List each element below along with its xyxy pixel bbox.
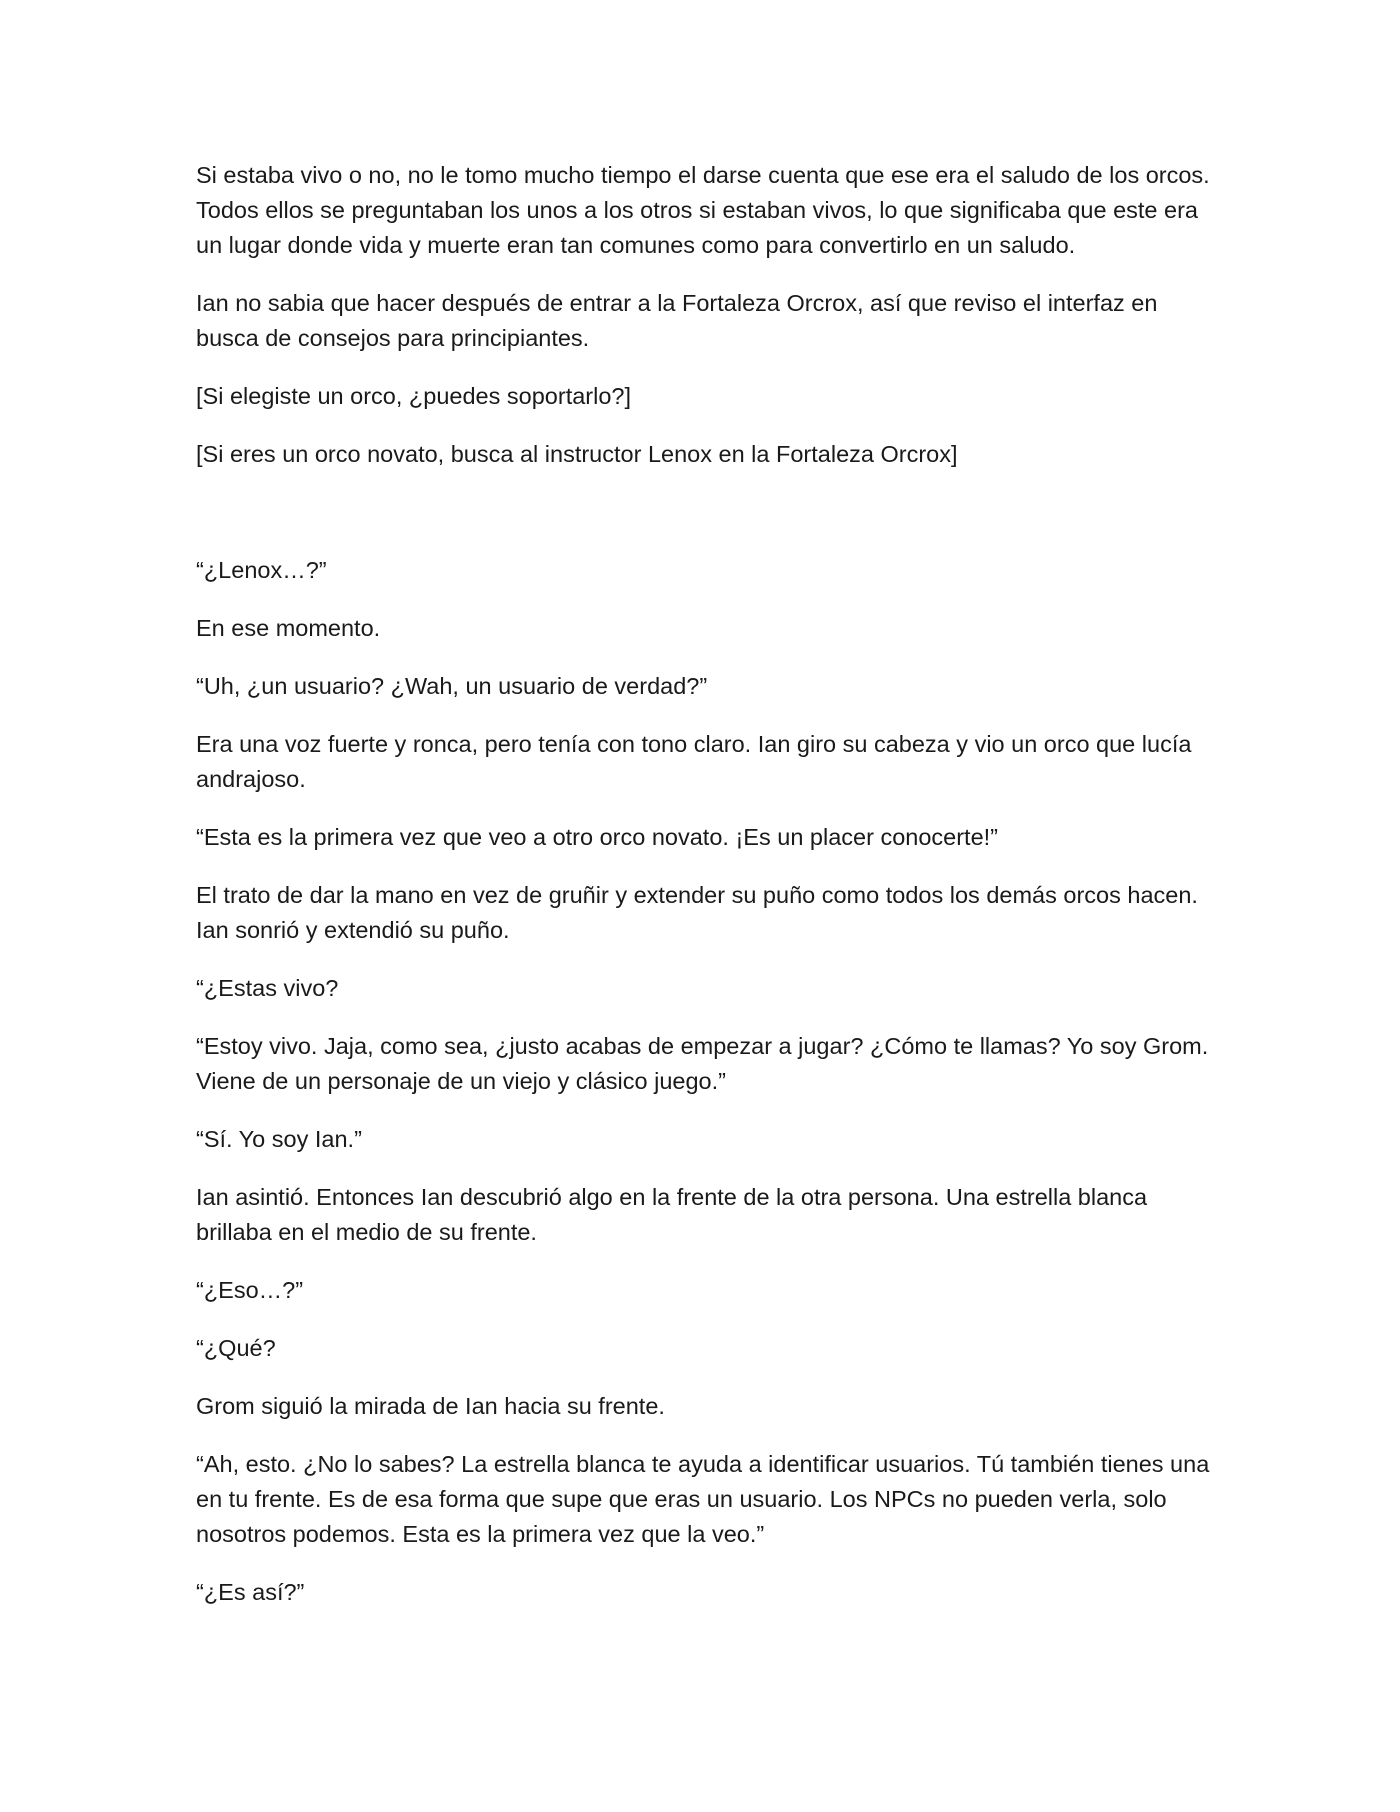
- paragraph: “Esta es la primera vez que veo a otro orco novato. ¡Es un placer conocerte!”: [196, 824, 999, 850]
- section-break: [196, 495, 1226, 553]
- paragraph: Si estaba vivo o no, no le tomo mucho tiempo el darse cuenta que ese era el saludo de los orcos. Todos ellos se preguntaban los unos a los otros si estaban vivos, lo que significaba que este era un lugar donde vida y muerte eran tan comunes como para convertirlo en un saludo.: [196, 162, 1210, 258]
- paragraph: “¿Lenox…?”: [196, 557, 327, 583]
- document-body: [196, 158, 1226, 1633]
- paragraph: “¿Estas vivo?: [196, 975, 339, 1001]
- paragraph: Grom siguió la mirada de Ian hacia su frente.: [196, 1393, 665, 1419]
- paragraph: “Estoy vivo. Jaja, como sea, ¿justo acabas de empezar a jugar? ¿Cómo te llamas? Yo soy Grom. Viene de un personaje de un viejo y clásico juego.”: [196, 1033, 1209, 1094]
- system-message: [Si eres un orco novato, busca al instructor Lenox en la Fortaleza Orcrox]: [196, 441, 958, 467]
- paragraph: Era una voz fuerte y ronca, pero tenía con tono claro. Ian giro su cabeza y vio un orco que lucía andrajoso.: [196, 731, 1192, 792]
- paragraph: “¿Es así?”: [196, 1579, 305, 1605]
- paragraph: “¿Eso…?”: [196, 1277, 304, 1303]
- paragraph: “Ah, esto. ¿No lo sabes? La estrella blanca te ayuda a identificar usuarios. Tú también tienes una en tu frente. Es de esa forma que supe que eras un usuario. Los NPCs no pueden verla, solo nosotros podemos. Esta es la primera vez que la veo.”: [196, 1451, 1210, 1547]
- paragraph: “¿Qué?: [196, 1335, 276, 1361]
- system-message: [Si elegiste un orco, ¿puedes soportarlo?]: [196, 383, 632, 409]
- paragraph: Ian no sabia que hacer después de entrar a la Fortaleza Orcrox, así que reviso el interfaz en busca de consejos para principiantes.: [196, 290, 1158, 351]
- paragraph: En ese momento.: [196, 615, 381, 641]
- paragraph: “Sí. Yo soy Ian.”: [196, 1126, 362, 1152]
- paragraph: El trato de dar la mano en vez de gruñir y extender su puño como todos los demás orcos hacen. Ian sonrió y extendió su puño.: [196, 882, 1198, 943]
- paragraph: Ian asintió. Entonces Ian descubrió algo en la frente de la otra persona. Una estrella blanca brillaba en el medio de su frente.: [196, 1184, 1148, 1245]
- paragraph: “Uh, ¿un usuario? ¿Wah, un usuario de verdad?”: [196, 673, 708, 699]
